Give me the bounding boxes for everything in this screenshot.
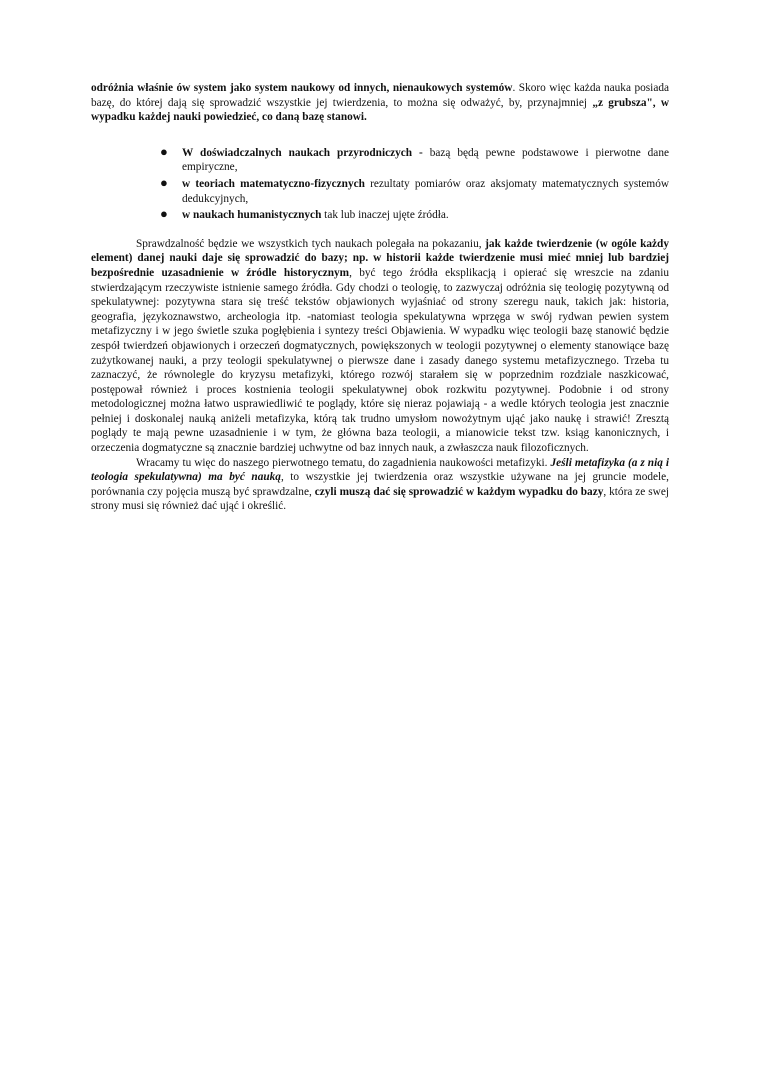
bullet-text (182, 209, 449, 221)
bullet-list (91, 143, 669, 223)
bullet-dot-icon: ● (160, 143, 168, 159)
bullet-item (160, 174, 669, 206)
text-run: jak każde twierdzenie (w ogóle każdy element) danej nauki daje się sprowadzić do bazy; np. w historii każde twierdzenie musi mieć mniej lub bardziej bezpośrednie uzasadnienie w źródle historycznym (91, 237, 669, 279)
text-run: tak lub inaczej ujęte źródła. (321, 209, 449, 222)
bullet-item (160, 143, 669, 175)
bullet-text (182, 147, 669, 174)
text-run: , która ze swej strony musi się również dać ująć i określić. (91, 485, 669, 513)
text-run: , być tego źródła eksplikacją i opierać się wreszcie na zdaniu stwierdzającym rzeczywiste istnienie samego źródła. Gdy chodzi o teologię, to zazwyczaj odróżnia się teologię pozytywną od spekulatywnej: pozytywna stara się treść tekstów objawionych wyjaśniać od strony szeregu nauk, takich jak: historia, geografia, językoznawstwo, archeologia itp. -natomiast teologia spekulatywna wprzęga w swój rydwan pewien system metafizyczny i w jego świetle szuka pogłębienia i syntezy treści Objawienia. W wypadku więc teologii bazę stanowić będzie zespół twierdzeń objawionych i orzeczeń dogmatycznych, powiększonych w teologii pozytywnej o elementy stanowiące bazę zużytkowanej nauki, a przy teologii spekulatywnej o pierwsze dane i zasady danego systemu metafizycznego. Trzeba tu zaznaczyć, że równolegle do kryzysu metafizyki, którego rozwój starałem się w poprzednim rozdziale naszkicować, postępował również i proces kostnienia teologii spekulatywnej obok rozkwitu pozytywnej. Podobnie i od strony metodologicznej można łatwo usprawiedliwić te poglądy, które się nieraz pojawiają - a wedle których teologia jest znacznie pełniej i doskonalej nauką aniżeli metafizyka, którą tak trudno umysłom nowożytnym ująć jako naukę i strawić! Zresztą poglądy te mają pewne uzasadnienie i w tym, że główna baza teologii, a mianowicie tekst tzw. ksiąg kanonicznych, i orzeczenia dogmatyczne są znacznie bardziej uchwytne od baz innych nauk, a zwłaszcza nauk filozoficznych. (91, 266, 669, 455)
text-run: „z grubsza", w wypadku każdej nauki powiedzieć, co daną bazę stanowi. (91, 96, 669, 124)
body-paragraph (91, 237, 669, 456)
text-run: czyli muszą dać się sprowadzić w każdym wypadku do bazy (314, 485, 604, 498)
body-paragraph (91, 456, 669, 514)
text-run: w teoriach matematyczno-fizycznych (182, 177, 365, 190)
bullet-dot-icon: ● (160, 174, 168, 190)
text-run: bazą będą pewne podstawowe i pierwotne dane empiryczne, (182, 146, 669, 174)
text-run: rezultaty pomiarów oraz aksjomaty matematycznych systemów dedukcyjnych, (182, 177, 669, 205)
text-run: w naukach humanistycznych (182, 209, 322, 222)
text-run: Jeśli metafizyka (a z nią i teologia spekulatywna) ma być nauką (91, 456, 669, 484)
text-run: odróżnia właśnie ów system jako system naukowy od innych, nienaukowych systemów (91, 82, 513, 94)
bullet-text (182, 178, 669, 205)
text-run: , to wszystkie jej twierdzenia oraz wszystkie używane na jej gruncie modele, porównania czy pojęcia muszą być sprawdzalne, (91, 471, 669, 498)
text-run: . Skoro więc każda nauka posiada bazę, do której dają się sprowadzić wszystkie jej twierdzenia, to można się odważyć, by, przynajmniej (91, 82, 669, 109)
intro-paragraph (91, 81, 669, 125)
text-run: W doświadczalnych naukach przyrodniczych - (182, 146, 423, 159)
text-run: Sprawdzalność będzie we wszystkich tych naukach polegała na pokazaniu, (136, 237, 486, 250)
document-body (91, 81, 669, 514)
bullet-item (160, 206, 669, 223)
bullet-dot-icon: ● (160, 206, 168, 222)
text-run: Wracamy tu więc do naszego pierwotnego tematu, do zagadnienia naukowości metafizyki. (136, 456, 551, 469)
